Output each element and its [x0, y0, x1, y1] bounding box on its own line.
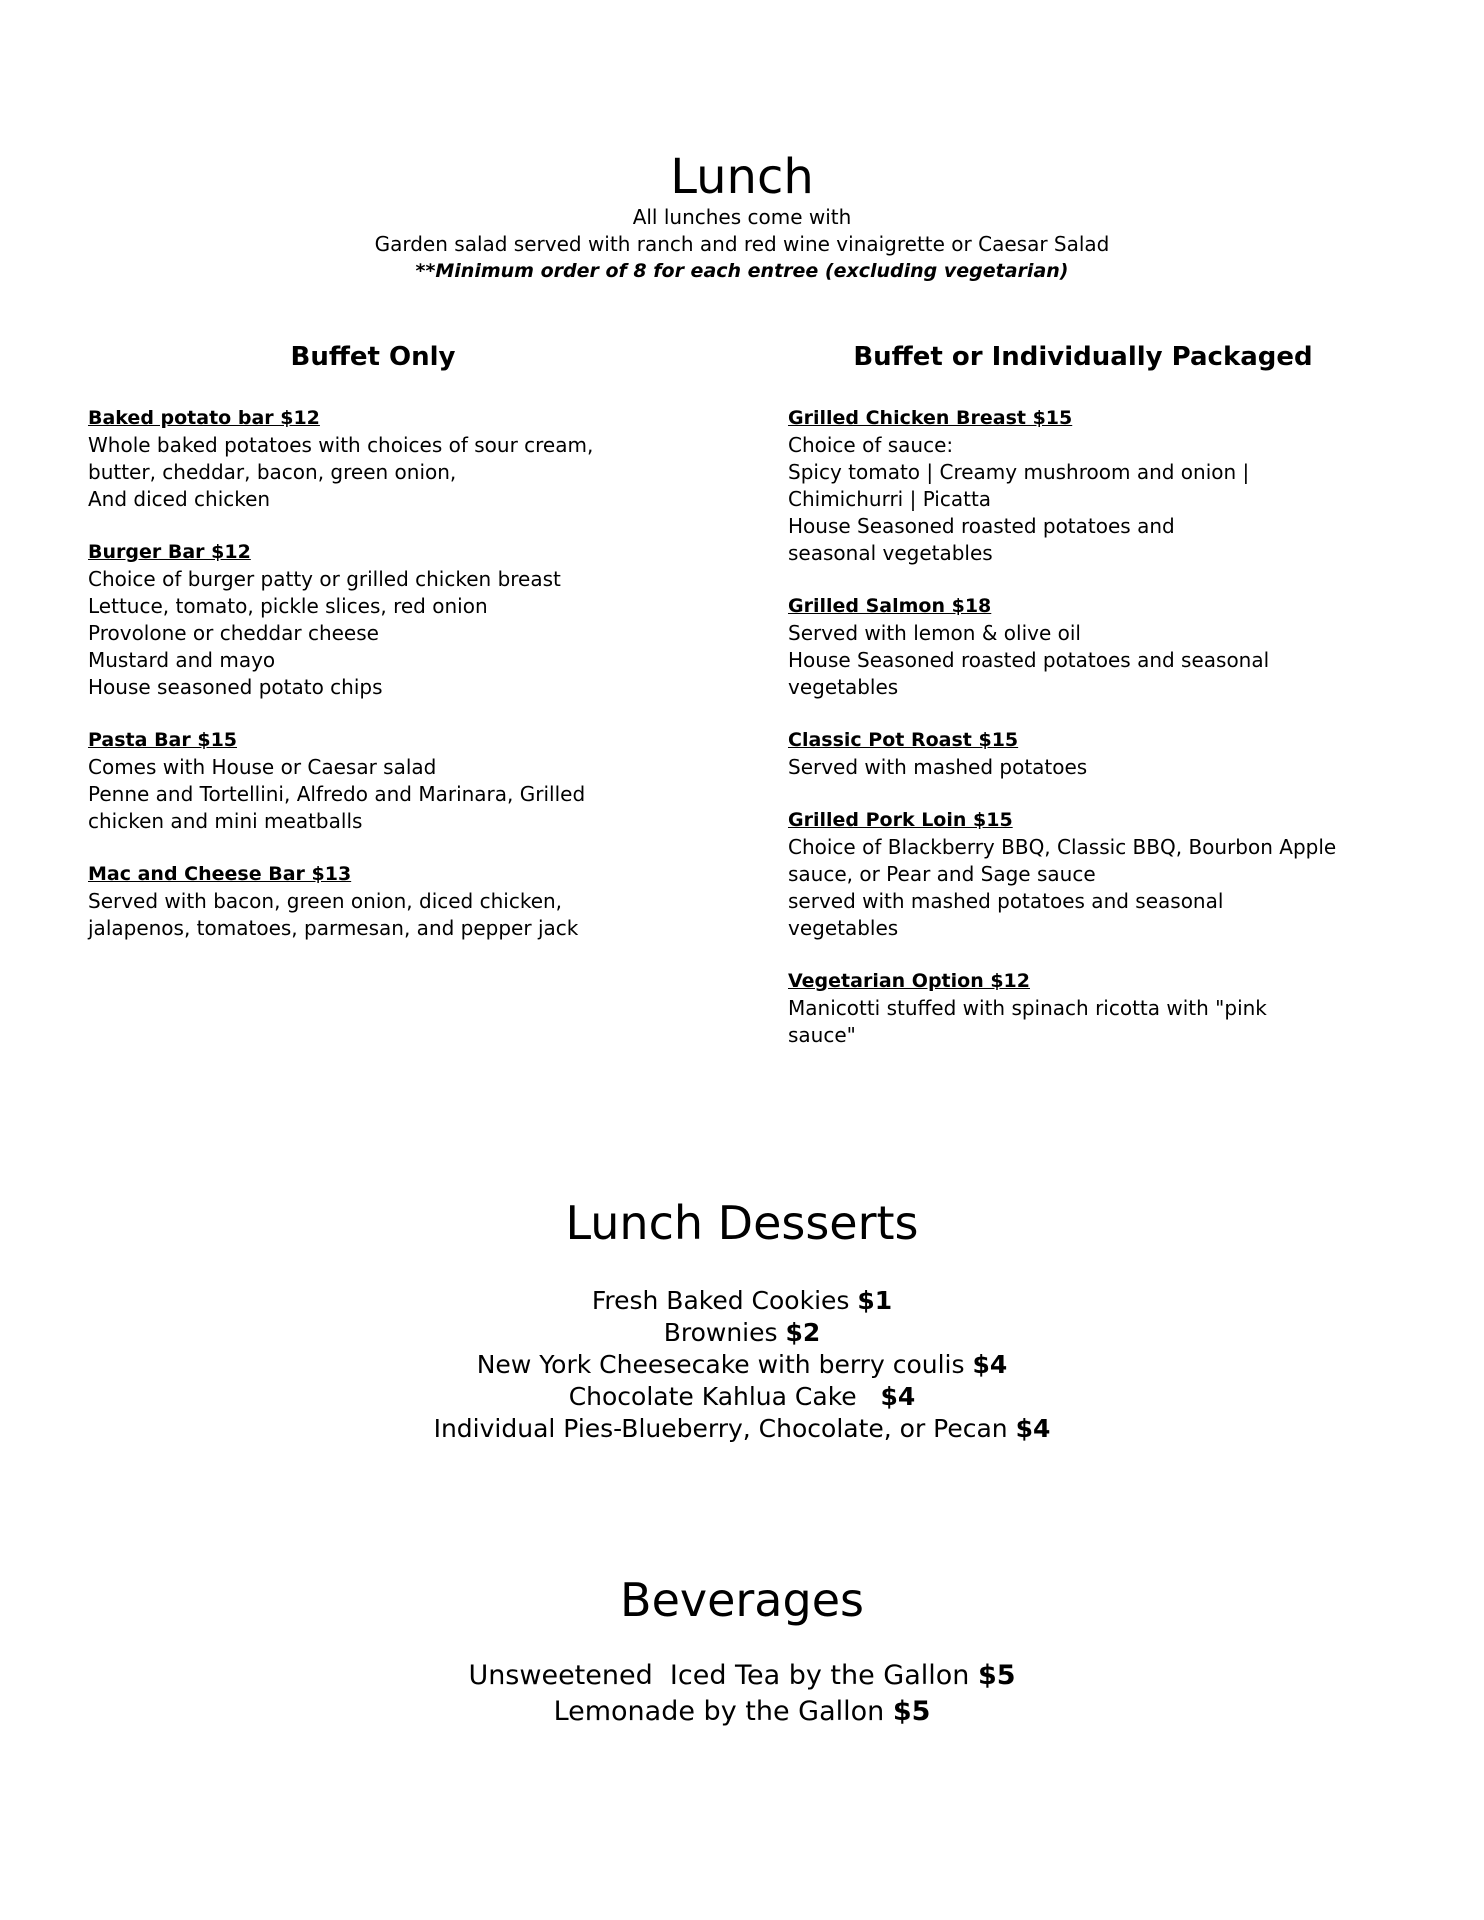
menu-item-pasta-bar [88, 727, 688, 835]
beverages-list [0, 1658, 1484, 1730]
menu-item-line: sauce, or Pear and Sage sauce [788, 862, 1096, 886]
dessert-item [0, 1349, 1484, 1381]
menu-item-line: Comes with House or Caesar salad [88, 755, 437, 779]
menu-item-line: Served with bacon, green onion, diced chicken, [88, 889, 563, 913]
menu-item-line: butter, cheddar, bacon, green onion, [88, 460, 457, 484]
menu-item-classic-pot-roast [788, 727, 1408, 781]
dessert-name: Brownies [663, 1318, 786, 1347]
menu-item-line: Served with mashed potatoes [788, 755, 1088, 779]
menu-item-line: House Seasoned roasted potatoes and seasonal [788, 648, 1270, 672]
beverages-title: Beverages [620, 1573, 864, 1627]
menu-item-line: jalapenos, tomatoes, parmesan, and pepper jack [88, 916, 579, 940]
menu-item-title: Baked potato bar $12 [88, 407, 320, 429]
lunch-title: Lunch [670, 149, 814, 205]
menu-item-line: Mustard and mayo [88, 648, 276, 672]
menu-item-line: Penne and Tortellini, Alfredo and Marinara, Grilled [88, 782, 586, 806]
menu-item-line: served with mashed potatoes and seasonal [788, 889, 1224, 913]
menu-item-line: sauce" [788, 1023, 856, 1047]
beverage-item [0, 1658, 1484, 1694]
lunch-subtitle-2: Garden salad served with ranch and red wine vinaigrette or Caesar Salad [374, 232, 1110, 256]
dessert-name: Fresh Baked Cookies [591, 1286, 858, 1315]
buffet-or-packaged-heading: Buffet or Individually Packaged [853, 342, 1313, 372]
menu-item-line: Chimichurri | Picatta [788, 487, 992, 511]
menu-item-title: Pasta Bar $15 [88, 729, 238, 751]
menu-item-line: And diced chicken [88, 487, 271, 511]
menu-item-mac-and-cheese-bar [88, 861, 688, 942]
menu-item-baked-potato-bar [88, 405, 688, 513]
menu-item-line: Served with lemon & olive oil [788, 621, 1081, 645]
menu-item-line: vegetables [788, 675, 899, 699]
menu-item-line: House Seasoned roasted potatoes and [788, 514, 1175, 538]
beverage-name: Unsweetened Iced Tea by the Gallon [468, 1660, 978, 1691]
beverage-price: $5 [892, 1696, 931, 1727]
dessert-item [0, 1381, 1484, 1413]
menu-item-line: seasonal vegetables [788, 541, 993, 565]
menu-item-line: Spicy tomato | Creamy mushroom and onion | [788, 460, 1250, 484]
dessert-price: $4 [880, 1382, 916, 1411]
dessert-name: Chocolate Kahlua Cake [568, 1382, 881, 1411]
menu-item-line: Whole baked potatoes with choices of sour cream, [88, 433, 594, 457]
menu-item-grilled-chicken-breast [788, 405, 1408, 567]
desserts-title: Lunch Desserts [565, 1196, 919, 1250]
desserts-list [0, 1285, 1484, 1445]
menu-item-title: Classic Pot Roast $15 [788, 729, 1019, 751]
dessert-price: $2 [785, 1318, 821, 1347]
menu-item-line: Choice of Blackberry BBQ, Classic BBQ, Bourbon Apple [788, 835, 1337, 859]
menu-item-line: chicken and mini meatballs [88, 809, 363, 833]
dessert-price: $4 [1015, 1414, 1051, 1443]
lunch-header [0, 150, 1484, 284]
menu-item-burger-bar [88, 539, 688, 701]
buffet-only-column [88, 405, 688, 968]
menu-item-title: Burger Bar $12 [88, 541, 251, 563]
dessert-item [0, 1317, 1484, 1349]
menu-item-title: Grilled Pork Loin $15 [788, 809, 1013, 831]
lunch-subtitle-1: All lunches come with [632, 205, 852, 229]
menu-item-line: Manicotti stuffed with spinach ricotta with "pink [788, 996, 1267, 1020]
desserts-section [0, 1195, 1484, 1445]
buffet-or-packaged-column [788, 405, 1408, 1075]
menu-item-title: Mac and Cheese Bar $13 [88, 863, 352, 885]
minimum-order-note: **Minimum order of 8 for each entree (excluding vegetarian) [415, 260, 1069, 282]
menu-item-vegetarian-option [788, 968, 1408, 1049]
beverage-item [0, 1694, 1484, 1730]
dessert-item [0, 1285, 1484, 1317]
menu-item-grilled-salmon [788, 593, 1408, 701]
menu-item-line: Choice of sauce: [788, 433, 954, 457]
beverage-name: Lemonade by the Gallon [553, 1696, 893, 1727]
menu-item-line: vegetables [788, 916, 899, 940]
dessert-item [0, 1413, 1484, 1445]
dessert-name: New York Cheesecake with berry coulis [476, 1350, 973, 1379]
menu-item-title: Grilled Salmon $18 [788, 595, 992, 617]
dessert-price: $4 [972, 1350, 1008, 1379]
menu-item-line: Provolone or cheddar cheese [88, 621, 379, 645]
dessert-name: Individual Pies-Blueberry, Chocolate, or Pecan [433, 1414, 1016, 1443]
menu-item-line: Lettuce, tomato, pickle slices, red onion [88, 594, 488, 618]
beverage-price: $5 [977, 1660, 1016, 1691]
menu-item-line: House seasoned potato chips [88, 675, 383, 699]
dessert-price: $1 [857, 1286, 893, 1315]
menu-item-line: Choice of burger patty or grilled chicken breast [88, 567, 561, 591]
buffet-only-heading: Buffet Only [290, 342, 456, 372]
beverages-section [0, 1572, 1484, 1730]
menu-item-title: Vegetarian Option $12 [788, 970, 1030, 992]
menu-item-title: Grilled Chicken Breast $15 [788, 407, 1073, 429]
menu-item-grilled-pork-loin [788, 807, 1408, 942]
